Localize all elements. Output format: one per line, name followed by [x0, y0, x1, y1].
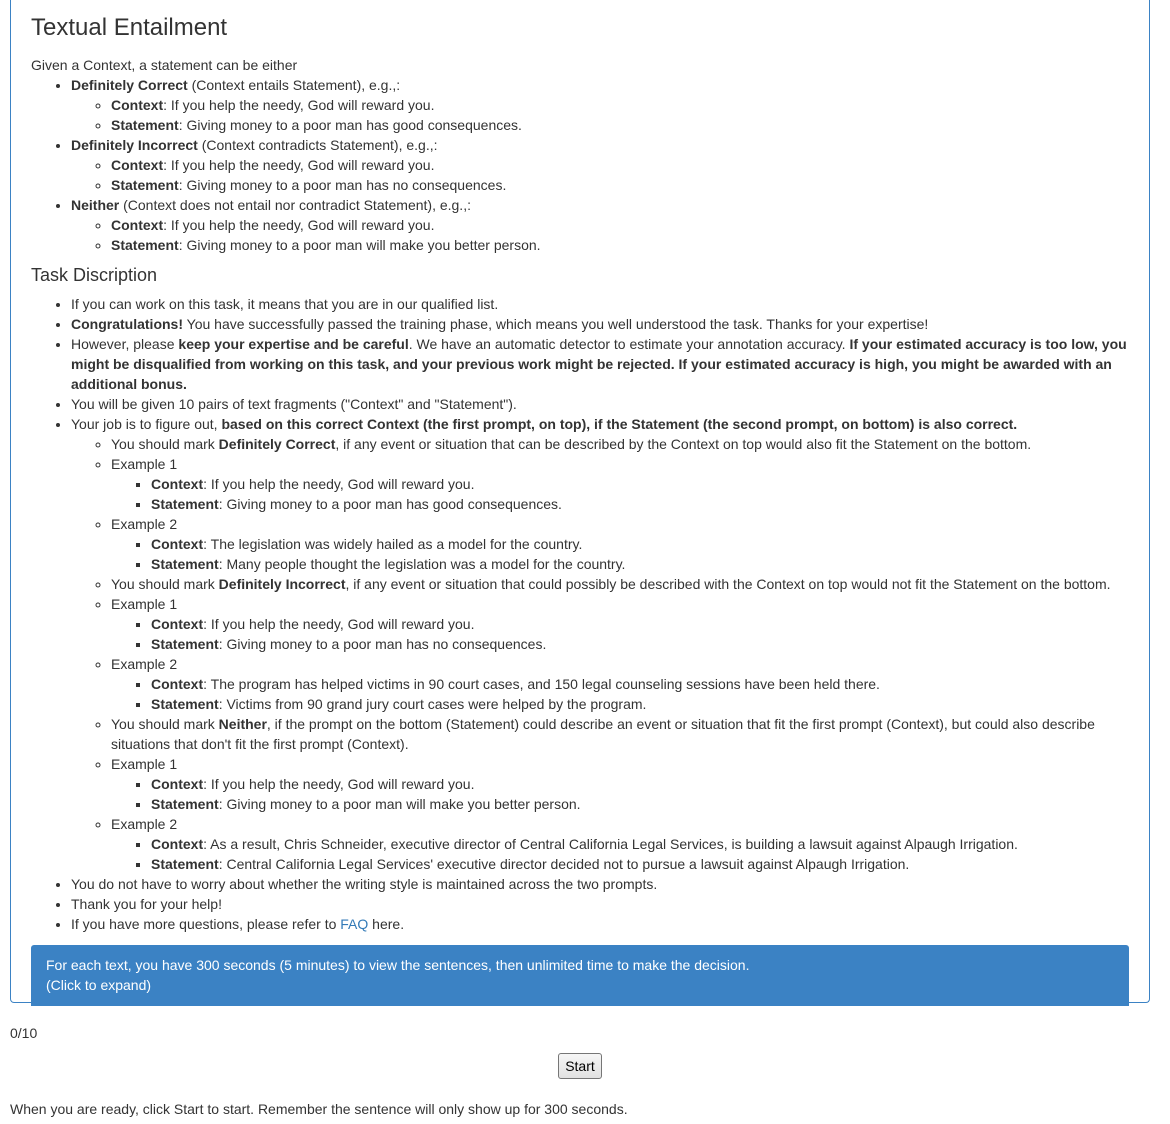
task-description-list [31, 294, 1129, 934]
example-statement: ◦ Statement: Giving money to a poor man will make you better person. [111, 235, 1129, 255]
example-statement: ▪ Statement: Giving money to a poor man has no consequences. [151, 634, 1129, 654]
time-limit-notice[interactable] [31, 945, 1129, 1006]
task-item: • If you can work on this task, it means that you are in our qualified list. [71, 294, 1129, 314]
task-item: • However, please keep your expertise and be careful. We have an automatic detector to estimate your annotation accuracy. If your estimated accuracy is too low, you might be disqualified from working on this task, and your previous work might be rejected. If your estimated accuracy is high, you might be awarded with an additional bonus. [71, 334, 1129, 394]
task-item: • Your job is to figure out, based on this correct Context (the first prompt, on top), if the Statement (the second prompt, on bottom) is also correct. ◦ You should mark Definitely Correct, if any event or situation that can be described by the Context on top would also fit the Statement on the bottom. ◦ Example 1 ▪ Context: If you help the needy, God will reward you. ▪ Statement: Giving money to a poor man has good consequences. ◦ Example 2 ▪ Context: The legislation was widely hailed as a model for the country. ▪ Statement: Many people thought the legislation was a model for the country. ◦ You should mark Definitely Incorrect, if any event or situation that could possibly be described with the Context on top would not fit the Statement on the bottom. ◦ Example 1 ▪ Context: If you help the needy, God will reward you. ▪ Statement: Giving money to a poor man has no consequences. ◦ Example 2 ▪ Context: The program has helped victims in 90 court cases, and 150 legal counseling sessions have been held there. ▪ Statement: Victims from 90 grand jury court cases were helped by the program. ◦ You should mark Neither, if the prompt on the bottom (Statement) could describe an event or situation that fit the first prompt (Context), but could also describe situations that don't fit the first prompt (Context). ◦ Example 1 ▪ Context: If you help the needy, God will reward you. ▪ Statement: Giving money to a poor man will make you better person. ◦ Example 2 ▪ Context: As a result, Chris Schneider, executive director of Central California Legal Services, is building a lawsuit against Alpaugh Irrigation. ▪ Statement: Central California Legal Services' executive director decided not to pursue a lawsuit against Alpaugh Irrigation. [71, 414, 1129, 874]
example-statement: ▪ Statement: Many people thought the legislation was a model for the country. [151, 554, 1129, 574]
task-item: • You do not have to worry about whether the writing style is maintained across the two prompts. [71, 874, 1129, 894]
task-heading: Task Discription [31, 265, 158, 285]
expand-toggle[interactable]: (Click to expand) [46, 977, 152, 993]
mark-guidelines-list [71, 434, 1129, 874]
example-context: ▪ Context: As a result, Chris Schneider, executive director of Central California Legal Services, is building a lawsuit against Alpaugh Irrigation. [151, 834, 1129, 854]
progress-counter: 0/10 [10, 1025, 38, 1041]
example-statement: ◦ Statement: Giving money to a poor man has good consequences. [111, 115, 1129, 135]
example-statement: ▪ Statement: Victims from 90 grand jury court cases were helped by the program. [151, 694, 1129, 714]
example-title: ◦ Example 1 ▪ Context: If you help the needy, God will reward you. ▪ Statement: Giving money to a poor man has no consequences. [111, 594, 1129, 654]
example-title: ◦ Example 2 ▪ Context: The legislation was widely hailed as a model for the country. ▪ Statement: Many people thought the legislation was a model for the country. [111, 514, 1129, 574]
faq-link[interactable]: FAQ [340, 916, 369, 932]
example-context: ▪ Context: The program has helped victims in 90 court cases, and 150 legal counseling sessions have been held there. [151, 674, 1129, 694]
start-button-container [0, 1053, 1160, 1079]
example-title: ◦ Example 2 ▪ Context: As a result, Chris Schneider, executive director of Central California Legal Services, is building a lawsuit against Alpaugh Irrigation. ▪ Statement: Central California Legal Services' executive director decided not to pursue a lawsuit against Alpaugh Irrigation. [111, 814, 1129, 874]
intro-text: Given a Context, a statement can be either [31, 57, 298, 73]
page-title: Textual Entailment [31, 14, 228, 41]
example-statement: ▪ Statement: Giving money to a poor man will make you better person. [151, 794, 1129, 814]
example-context: ▪ Context: If you help the needy, God will reward you. [151, 614, 1129, 634]
mark-guideline: ◦ You should mark Definitely Incorrect, if any event or situation that could possibly be described with the Context on top would not fit the Statement on the bottom. [111, 574, 1129, 594]
example-statement: ▪ Statement: Giving money to a poor man has good consequences. [151, 494, 1129, 514]
task-item: • Thank you for your help! [71, 894, 1129, 914]
example-context: ▪ Context: If you help the needy, God will reward you. [151, 474, 1129, 494]
label-definition: • Definitely Incorrect (Context contradicts Statement), e.g.,: ◦ Context: If you help the needy, God will reward you. ◦ Statement: Giving money to a poor man has no consequences. [71, 135, 1129, 195]
label-definition: • Definitely Correct (Context entails Statement), e.g.,: ◦ Context: If you help the needy, God will reward you. ◦ Statement: Giving money to a poor man has good consequences. [71, 75, 1129, 135]
mark-guideline: ◦ You should mark Neither, if the prompt on the bottom (Statement) could describe an event or situation that fit the first prompt (Context), but could also describe situations that don't fit the first prompt (Context). [111, 714, 1129, 754]
task-item: • If you have more questions, please refer to FAQ here. [71, 914, 1129, 934]
example-context: ▪ Context: The legislation was widely hailed as a model for the country. [151, 534, 1129, 554]
task-item: • You will be given 10 pairs of text fragments ("Context" and "Statement"). [71, 394, 1129, 414]
mark-guideline: ◦ You should mark Definitely Correct, if any event or situation that can be described by the Context on top would also fit the Statement on the bottom. [111, 434, 1129, 454]
instructions-panel [10, 0, 1150, 1003]
notice-text: For each text, you have 300 seconds (5 minutes) to view the sentences, then unlimited time to make the decision. [46, 957, 750, 973]
example-context: ◦ Context: If you help the needy, God will reward you. [111, 95, 1129, 115]
example-context: ◦ Context: If you help the needy, God will reward you. [111, 215, 1129, 235]
example-title: ◦ Example 1 ▪ Context: If you help the needy, God will reward you. ▪ Statement: Giving money to a poor man has good consequences. [111, 454, 1129, 514]
example-statement: ▪ Statement: Central California Legal Services' executive director decided not to pursue a lawsuit against Alpaugh Irrigation. [151, 854, 1129, 874]
example-context: ▪ Context: If you help the needy, God will reward you. [151, 774, 1129, 794]
label-definition: • Neither (Context does not entail nor contradict Statement), e.g.,: ◦ Context: If you help the needy, God will reward you. ◦ Statement: Giving money to a poor man will make you better person. [71, 195, 1129, 255]
label-definitions-list [31, 75, 1129, 255]
example-statement: ◦ Statement: Giving money to a poor man has no consequences. [111, 175, 1129, 195]
example-context: ◦ Context: If you help the needy, God will reward you. [111, 155, 1129, 175]
example-title: ◦ Example 2 ▪ Context: The program has helped victims in 90 court cases, and 150 legal counseling sessions have been held there. ▪ Statement: Victims from 90 grand jury court cases were helped by the program. [111, 654, 1129, 714]
task-item: • Congratulations! You have successfully passed the training phase, which means you well understood the task. Thanks for your expertise! [71, 314, 1129, 334]
start-button[interactable]: Start [558, 1053, 602, 1079]
ready-instructions: When you are ready, click Start to start. Remember the sentence will only show up for 300 seconds. [10, 1101, 628, 1117]
example-title: ◦ Example 1 ▪ Context: If you help the needy, God will reward you. ▪ Statement: Giving money to a poor man will make you better person. [111, 754, 1129, 814]
